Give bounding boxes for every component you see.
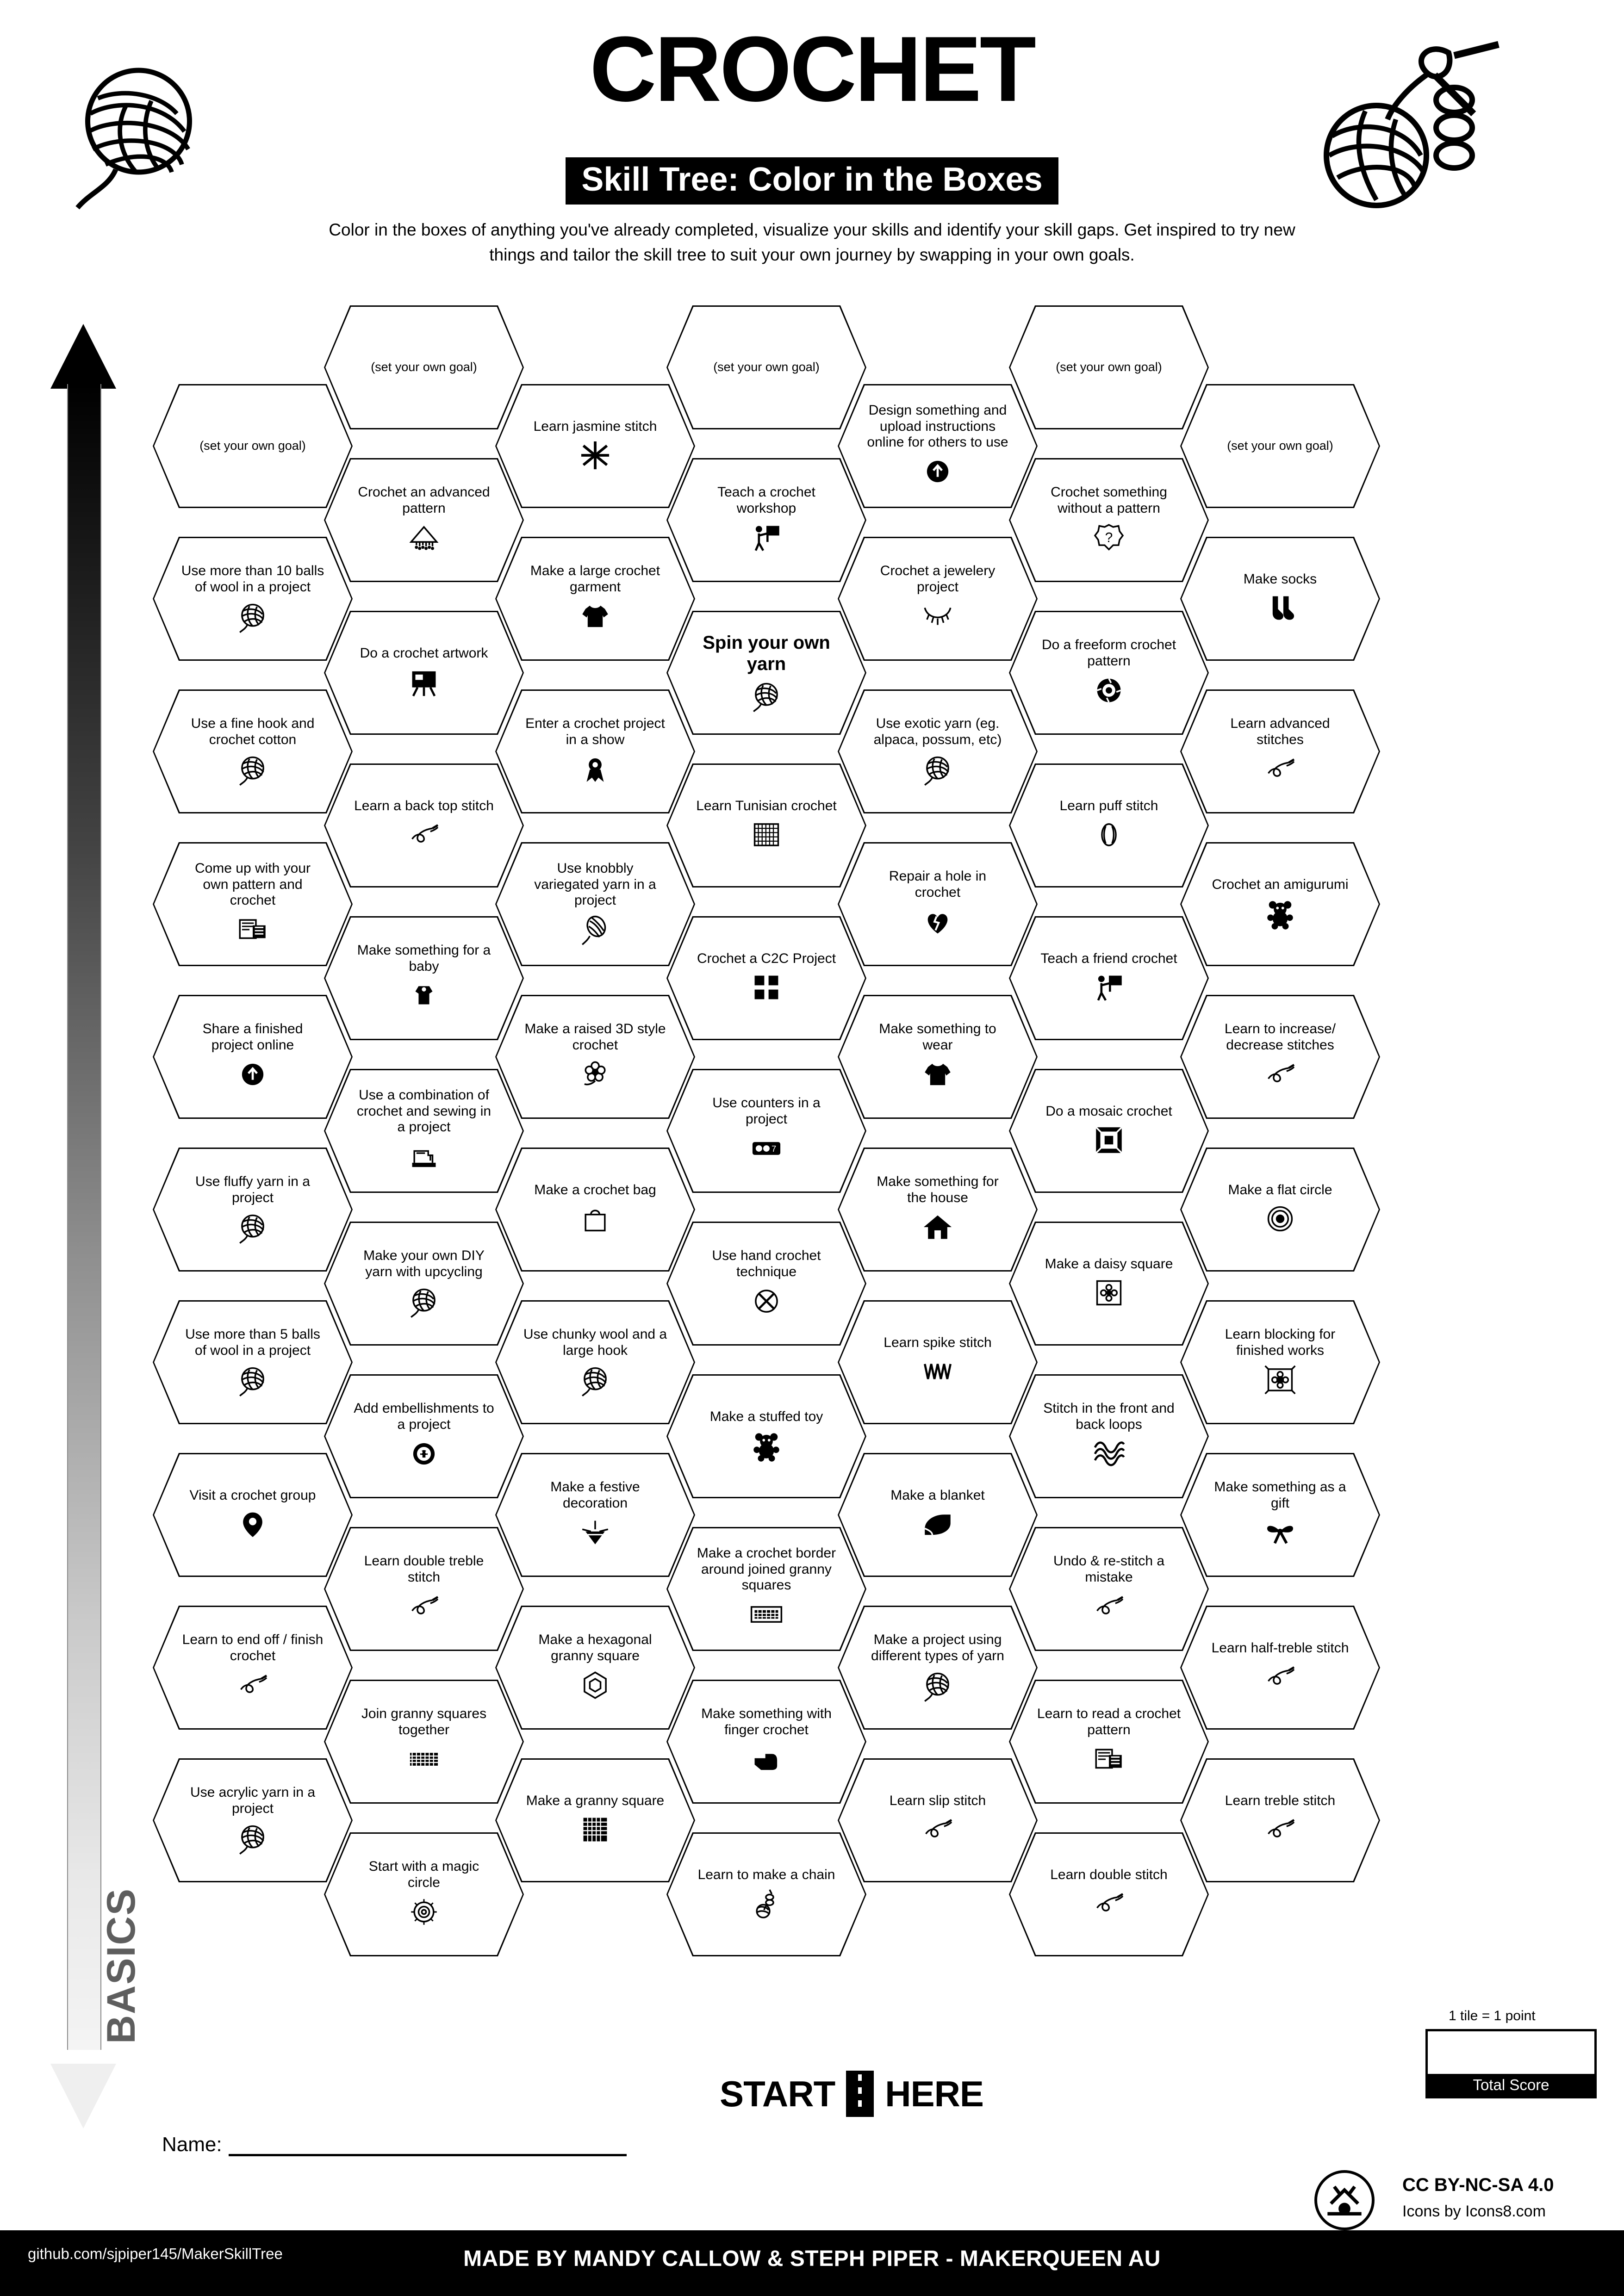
skill-tile[interactable]: [666, 1222, 866, 1346]
axis-label-advanced: ADVANCED: [99, 405, 143, 635]
name-input[interactable]: [229, 2149, 627, 2156]
zigzag-icon: [921, 1353, 955, 1390]
tile-label: (set your own goal): [713, 360, 820, 374]
skill-tile[interactable]: [666, 305, 866, 429]
bauble-icon: [578, 1514, 612, 1551]
onesie-icon: [407, 978, 441, 1014]
map-pin-icon: [236, 1506, 270, 1542]
daisy-square-icon: [1092, 1275, 1126, 1311]
bag-icon: [578, 1201, 612, 1237]
skill-tile[interactable]: [495, 689, 695, 813]
granny-border-icon: [749, 1596, 784, 1632]
tile-label: Learn jasmine stitch: [533, 418, 657, 434]
page-title: CROCHET: [590, 18, 1034, 121]
magic-circle-icon: [407, 1894, 441, 1930]
road-icon: [846, 2071, 874, 2117]
upload-circle-icon: [236, 1056, 270, 1092]
tile-label: (set your own goal): [199, 439, 306, 453]
skill-tile[interactable]: [1009, 1680, 1209, 1804]
tile-label: Learn to read a crochet pattern: [1037, 1706, 1181, 1738]
puff-icon: [1092, 817, 1126, 853]
tshirt-icon: [578, 598, 612, 634]
footer-credit: MADE BY MANDY CALLOW & STEPH PIPER - MAKERQUEEN AU: [463, 2246, 1161, 2271]
tile-label: Use fluffy yarn in a project: [195, 1174, 310, 1205]
skill-tile[interactable]: [324, 1222, 524, 1346]
skill-tile[interactable]: [495, 537, 695, 661]
tile-label: (set your own goal): [1056, 360, 1162, 374]
cc-badge-icon: [1314, 2170, 1375, 2230]
tile-label: Make something for a baby: [357, 943, 491, 974]
hexagon-icon: [578, 1667, 612, 1703]
tile-label: Learn half-treble stitch: [1211, 1640, 1349, 1656]
tile-label: Learn to make a chain: [697, 1867, 835, 1882]
tile-label: Make a granny square: [526, 1793, 665, 1808]
skill-tile[interactable]: [324, 763, 524, 887]
yarn-ball-icon: [236, 1362, 270, 1398]
tile-label: Start with a magic circle: [368, 1859, 479, 1890]
skill-tile[interactable]: [838, 1300, 1038, 1424]
freeform-flower-icon: [1092, 672, 1126, 708]
tile-label: Crochet an advanced pattern: [358, 484, 490, 516]
skill-tile[interactable]: [1180, 384, 1380, 508]
counter-icon: [749, 1130, 784, 1167]
skill-tile[interactable]: [324, 916, 524, 1040]
skill-tile[interactable]: [1180, 1148, 1380, 1272]
presenter-icon: [1092, 969, 1126, 1005]
tile-label: Make a project using different types of yarn: [871, 1632, 1004, 1663]
skill-tile[interactable]: [838, 384, 1038, 508]
skill-tile[interactable]: [324, 305, 524, 429]
tile-label: Come up with your own pattern and crochet: [194, 860, 311, 908]
tile-label: Design something and upload instructions online for others to use: [867, 402, 1008, 450]
crochet-hook-icon: [236, 1667, 270, 1703]
tile-label: Add embellishments to a project: [354, 1401, 494, 1432]
presenter-icon: [749, 520, 784, 556]
mend-heart-icon: [921, 904, 955, 940]
yarn-ball-icon: [236, 1209, 270, 1245]
crochet-hook-icon: [1092, 1589, 1126, 1625]
four-squares-icon: [749, 969, 784, 1005]
pattern-chart-icon: [236, 912, 270, 948]
tile-label: Repair a hole in crochet: [889, 869, 987, 900]
socks-icon: [1263, 590, 1297, 626]
tile-label: (set your own goal): [371, 360, 477, 374]
skill-tile[interactable]: [153, 1300, 353, 1424]
tile-label: Learn blocking for finished works: [1225, 1327, 1336, 1358]
skill-tile[interactable]: [838, 1758, 1038, 1882]
tile-label: Enter a crochet project in a show: [525, 716, 665, 747]
name-label: Name:: [162, 2133, 222, 2156]
page-subtitle: Skill Tree: Color in the Boxes: [566, 157, 1058, 205]
crochet-hook-icon: [407, 817, 441, 853]
skill-tile[interactable]: [666, 1374, 866, 1498]
tile-label: Use a combination of crochet and sewing in a project: [356, 1087, 492, 1135]
tile-label: Use counters in a project: [712, 1095, 821, 1127]
skill-tile[interactable]: [666, 763, 866, 887]
skill-tile[interactable]: [666, 1069, 866, 1193]
gift-bow-icon: [1263, 1514, 1297, 1551]
tile-label: Make a hexagonal granny square: [538, 1632, 652, 1663]
name-field-wrap[interactable]: [162, 2133, 627, 2156]
skill-tile[interactable]: [1009, 916, 1209, 1040]
skill-tile[interactable]: [1009, 763, 1209, 887]
tile-label: Learn puff stitch: [1059, 798, 1158, 813]
crochet-hook-icon: [921, 1812, 955, 1848]
tile-label: Join granny squares together: [361, 1706, 487, 1738]
tile-label: Do a mosaic crochet: [1045, 1103, 1172, 1119]
skill-tile[interactable]: [324, 458, 524, 582]
tile-label: Make a stuffed toy: [709, 1409, 823, 1424]
skill-tile[interactable]: [495, 384, 695, 508]
question-badge-icon: [1092, 520, 1126, 556]
skill-tile[interactable]: [838, 537, 1038, 661]
skill-tile[interactable]: [495, 1758, 695, 1882]
yarn-ball-icon: [921, 751, 955, 787]
skill-tile[interactable]: [1180, 1606, 1380, 1730]
skill-tile[interactable]: [153, 689, 353, 813]
skill-tile[interactable]: [153, 1758, 353, 1882]
axis-label-basics: BASICS: [99, 1888, 143, 2044]
skill-tile[interactable]: [324, 1069, 524, 1193]
yarn-skein-icon: [578, 912, 612, 948]
tile-label: Make a raised 3D style crochet: [524, 1021, 666, 1053]
tile-label: Use acrylic yarn in a project: [190, 1785, 316, 1816]
tile-label: Stitch in the front and back loops: [1043, 1401, 1175, 1432]
skill-tile[interactable]: [838, 995, 1038, 1119]
yarn-ball-icon: [236, 751, 270, 787]
skill-tile[interactable]: [1009, 1832, 1209, 1956]
start-here-marker: [676, 2068, 1027, 2119]
skill-tile[interactable]: [838, 689, 1038, 813]
skill-tile[interactable]: [666, 1680, 866, 1804]
tile-label: Make socks: [1243, 571, 1317, 587]
skill-tile[interactable]: [324, 1527, 524, 1651]
tile-label: Share a finished project online: [202, 1021, 303, 1053]
necklace-icon: [921, 598, 955, 634]
tile-label: Learn advanced stitches: [1230, 716, 1330, 747]
tile-label: Use a fine hook and crochet cotton: [191, 716, 315, 747]
grid-swatch-icon: [749, 817, 784, 853]
blocking-icon: [1263, 1362, 1297, 1398]
asterisk-stitch-icon: [578, 437, 612, 473]
skill-tile[interactable]: [1180, 1758, 1380, 1882]
tile-label: Learn slip stitch: [889, 1793, 986, 1808]
house-icon: [921, 1209, 955, 1245]
skill-tile[interactable]: [1180, 689, 1380, 813]
tile-label: Make something to wear: [879, 1021, 996, 1053]
tile-label: Use more than 10 balls of wool in a project: [181, 563, 324, 595]
skill-tile[interactable]: [153, 842, 353, 966]
tile-label: Learn double stitch: [1050, 1867, 1168, 1882]
tile-label: Crochet a jewelery project: [880, 563, 996, 595]
flower-icon: [578, 1056, 612, 1092]
blanket-icon: [921, 1506, 955, 1542]
tile-label: Make something for the house: [877, 1174, 999, 1205]
tile-label: Teach a friend crochet: [1040, 950, 1177, 966]
yarn-ball-icon: [921, 1667, 955, 1703]
crochet-hook-icon: [1263, 1812, 1297, 1848]
tile-label: Make a crochet border around joined granny squares: [697, 1545, 836, 1593]
mosaic-square-icon: [1092, 1122, 1126, 1158]
skill-tile[interactable]: [1009, 611, 1209, 735]
tile-label: Teach a crochet workshop: [717, 484, 815, 516]
tile-label: Use hand crochet technique: [712, 1248, 821, 1279]
no-hook-icon: [749, 1283, 784, 1319]
svg-text:7: 7: [772, 1143, 777, 1154]
tile-label: Learn double treble stitch: [364, 1553, 484, 1585]
tile-label: Crochet an amigurumi: [1212, 876, 1349, 892]
rosette-icon: [578, 751, 612, 787]
skill-tile[interactable]: [1180, 842, 1380, 966]
skill-tile[interactable]: [495, 1453, 695, 1577]
skill-tile[interactable]: [495, 1148, 695, 1272]
granny-square-icon: [578, 1812, 612, 1848]
skill-tile[interactable]: [838, 842, 1038, 966]
chain-yarn-icon: [749, 1886, 784, 1922]
tile-label: Make a daisy square: [1045, 1256, 1173, 1272]
teddy-icon: [749, 1427, 784, 1464]
tile-label: Learn spike stitch: [884, 1334, 992, 1350]
tile-label: Do a freeform crochet pattern: [1041, 637, 1176, 669]
skill-tile[interactable]: [153, 384, 353, 508]
skill-tile[interactable]: [324, 1832, 524, 1956]
crochet-hook-icon: [1263, 751, 1297, 787]
icons-credit: Icons by Icons8.com: [1402, 2203, 1546, 2220]
skill-tile[interactable]: [153, 1148, 353, 1272]
skill-tile[interactable]: [1009, 1527, 1209, 1651]
skill-tile[interactable]: [495, 1606, 695, 1730]
skill-tile[interactable]: [838, 1148, 1038, 1272]
yarn-ball-icon: [407, 1283, 441, 1319]
skill-tile[interactable]: [1180, 537, 1380, 661]
tile-label: Use exotic yarn (eg. alpaca, possum, etc): [873, 716, 1002, 747]
granny-strip-icon: [407, 1741, 441, 1777]
tile-label: Make a flat circle: [1228, 1182, 1332, 1198]
tile-label: Make something with finger crochet: [701, 1706, 832, 1738]
tile-label: Make a blanket: [890, 1487, 985, 1503]
braid-icon: [1092, 1436, 1126, 1472]
tile-label: Learn treble stitch: [1225, 1793, 1336, 1808]
tile-label: Crochet something without a pattern: [1051, 484, 1167, 516]
tile-label: (set your own goal): [1227, 439, 1333, 453]
tile-label: Use more than 5 balls of wool in a project: [185, 1327, 320, 1358]
button-icon: [407, 1436, 441, 1472]
crochet-hook-icon: [1263, 1659, 1297, 1695]
skill-tile[interactable]: [153, 1453, 353, 1577]
skill-tile[interactable]: [1009, 1374, 1209, 1498]
yarn-ball-icon: [578, 1362, 612, 1398]
tile-label: Learn to end off / finish crochet: [182, 1632, 324, 1663]
crochet-hook-icon: [1263, 1056, 1297, 1092]
skill-tile[interactable]: [153, 537, 353, 661]
teddy-icon: [1263, 895, 1297, 931]
page-footer: [0, 2230, 1624, 2296]
skill-tile[interactable]: [1180, 1300, 1380, 1424]
tile-label: Crochet a C2C Project: [697, 950, 836, 966]
skill-tile[interactable]: [1009, 1222, 1209, 1346]
total-score-label: Total Score: [1428, 2074, 1594, 2096]
yarn-ball-icon: [236, 598, 270, 634]
tile-label: Undo & re-stitch a mistake: [1053, 1553, 1165, 1585]
hand-point-icon: [749, 1741, 784, 1777]
tile-label: Do a crochet artwork: [360, 645, 488, 661]
skill-tile[interactable]: [324, 1374, 524, 1498]
easel-icon: [407, 664, 441, 700]
tile-label: Make a crochet bag: [534, 1182, 656, 1198]
skill-tile[interactable]: [666, 458, 866, 582]
pattern-chart-icon: [1092, 1741, 1126, 1777]
tile-label: Use knobbly variegated yarn in a project: [534, 860, 656, 908]
start-word: START: [720, 2073, 835, 2114]
tile-label: Make a festive decoration: [550, 1479, 640, 1511]
sewing-machine-icon: [407, 1138, 441, 1174]
upload-circle-icon: [921, 453, 955, 490]
footer-github-link[interactable]: github.com/sjpiper145/MakerSkillTree: [28, 2245, 283, 2262]
tile-label: Learn Tunisian crochet: [696, 798, 837, 813]
skill-tile[interactable]: [324, 1680, 524, 1804]
tile-label: Use chunky wool and a large hook: [523, 1327, 667, 1358]
skill-tile[interactable]: [666, 1832, 866, 1956]
page-description: Color in the boxes of anything you've already completed, visualize your skills and identify your skill gaps. Get inspired to try new things and tailor the skill tree to suit your own journey by swapping in your own goals.: [329, 220, 1295, 264]
poncho-icon: [407, 520, 441, 556]
tile-label: Learn a back top stitch: [354, 798, 494, 813]
circles-icon: [1263, 1201, 1297, 1237]
license-text: CC BY-NC-SA 4.0: [1402, 2175, 1554, 2195]
skill-tile[interactable]: [495, 1300, 695, 1424]
skill-tile[interactable]: [1180, 995, 1380, 1119]
tile-label: Make something as a gift: [1214, 1479, 1346, 1511]
yarn-ball-icon: [236, 1820, 270, 1856]
skill-tile[interactable]: [838, 1606, 1038, 1730]
skill-tile[interactable]: [324, 611, 524, 735]
skill-tile[interactable]: [838, 1453, 1038, 1577]
tile-point-note: 1 tile = 1 point: [1449, 2008, 1536, 2023]
skill-tile[interactable]: [666, 611, 866, 735]
tile-label: Spin your own yarn: [703, 632, 830, 674]
tile-label: Make a large crochet garment: [530, 563, 660, 595]
skill-tile[interactable]: [495, 995, 695, 1119]
skill-tile[interactable]: [153, 1606, 353, 1730]
skill-tile[interactable]: [1009, 458, 1209, 582]
yarn-ball-icon: [749, 677, 784, 714]
crochet-hook-icon: [1092, 1886, 1126, 1922]
skill-tile[interactable]: [1180, 1453, 1380, 1577]
tile-label: Learn to increase/ decrease stitches: [1224, 1021, 1336, 1053]
skill-tile[interactable]: [1009, 305, 1209, 429]
skill-tile[interactable]: [666, 1527, 866, 1651]
tile-label: Make your own DIY yarn with upcycling: [363, 1248, 485, 1279]
here-word: HERE: [885, 2073, 983, 2114]
skill-tile[interactable]: [666, 916, 866, 1040]
tile-label: Visit a crochet group: [189, 1487, 316, 1503]
skill-tile[interactable]: [495, 842, 695, 966]
svg-text:?: ?: [1105, 530, 1113, 546]
tshirt-icon: [921, 1056, 955, 1092]
crochet-hook-icon: [407, 1589, 441, 1625]
skill-tile[interactable]: [153, 995, 353, 1119]
total-score-box[interactable]: [1425, 2029, 1597, 2098]
skill-tile[interactable]: [1009, 1069, 1209, 1193]
